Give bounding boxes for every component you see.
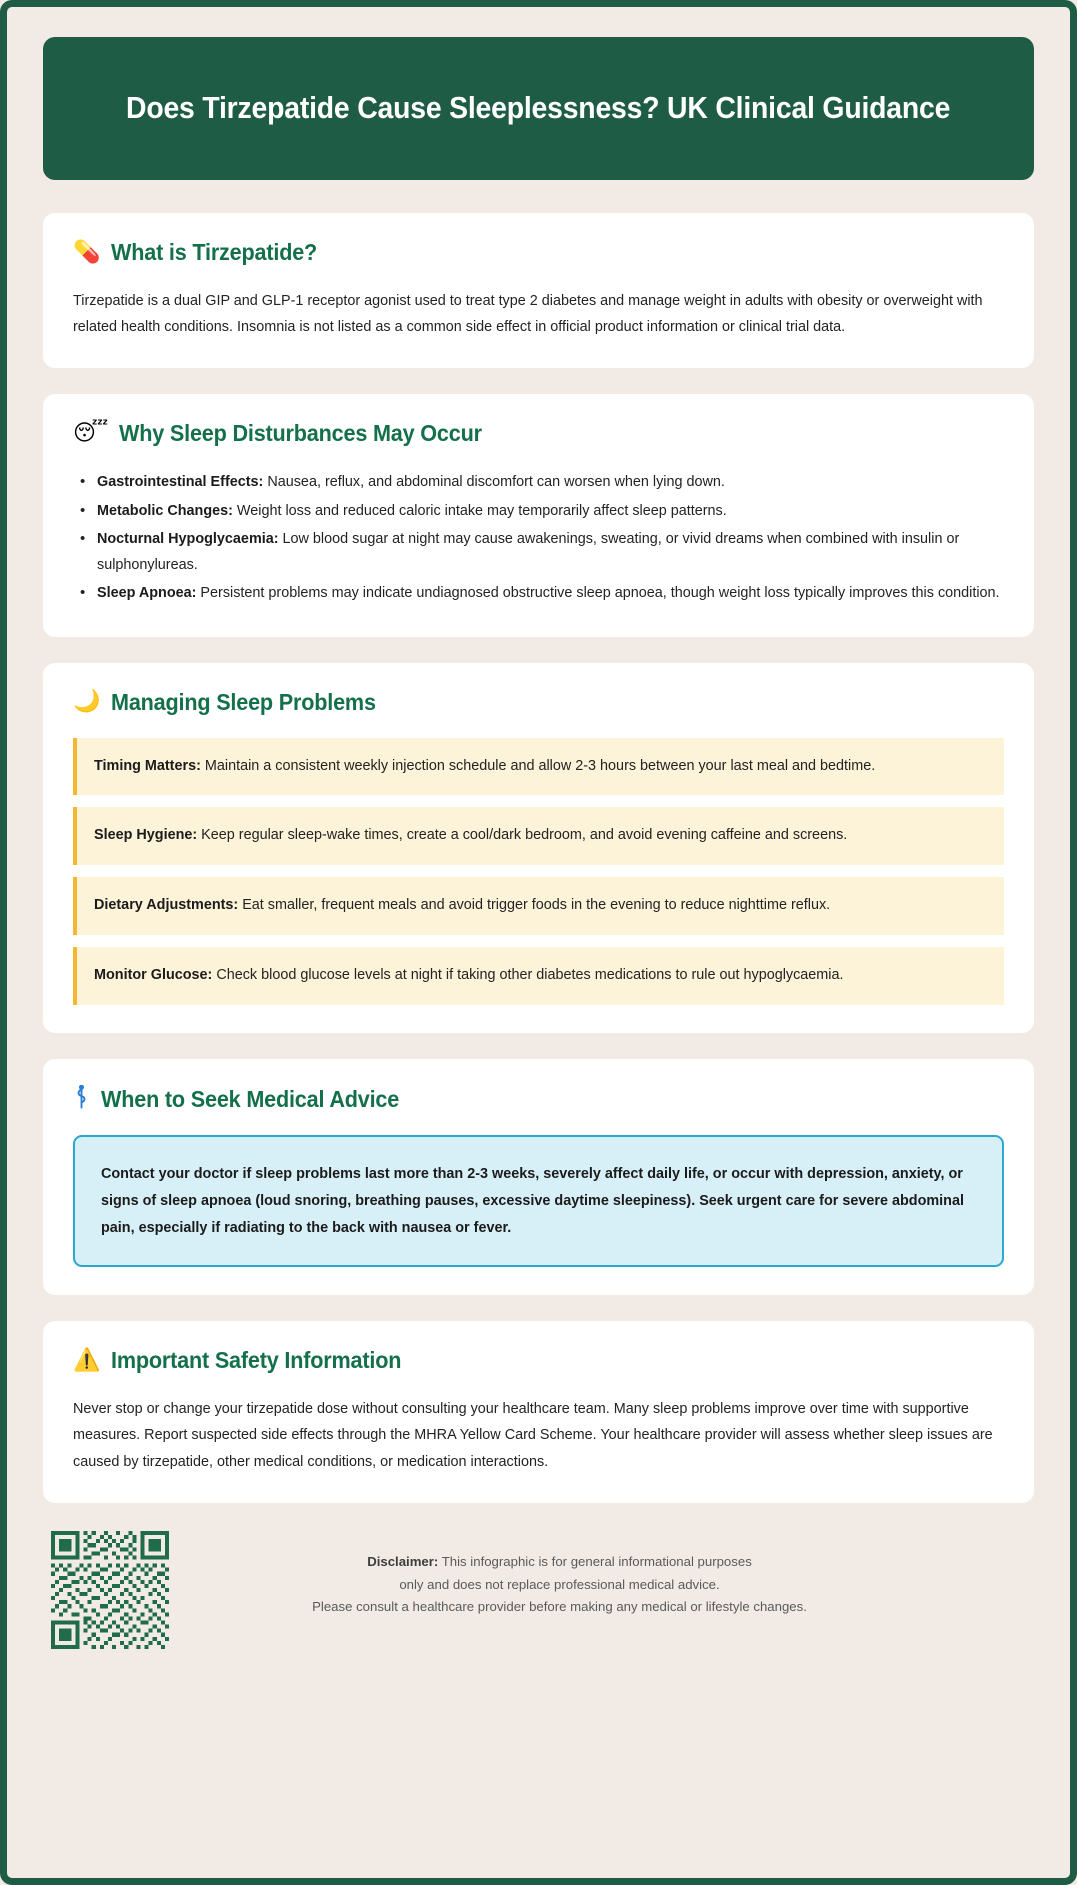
section-header [73,420,1004,447]
section-header [73,689,1004,716]
section-title-managing: Managing Sleep Problems [111,688,377,715]
card-what-is-tirzepatide [43,213,1034,368]
list-item-text: Persistent problems may indicate undiagnosed obstructive sleep apnoea, though weight loss typically improves this condition. [196,585,1000,602]
section-title-why-sleep: Why Sleep Disturbances May Occur [119,420,483,447]
section-header [73,1347,1004,1374]
tip-box [73,877,1004,935]
safety-body: Never stop or change your tirzepatide dose without consulting your healthcare team. Many sleep problems improve over time with supportive measures. Report suspected side effects through the MHRA Yellow Card Scheme. Your healthcare provider will assess whether sleep issues are caused by tirzepatide, other medical conditions, or medication interactions. [73,1401,993,1470]
tip-label: Dietary Adjustments: [94,897,239,914]
card-why-sleep-disturbances [43,394,1034,636]
list-item [73,498,1004,524]
section-header [73,1085,1004,1113]
crescent-moon-icon: 🌙 [73,689,101,715]
list-item [73,580,1004,606]
medical-staff-icon [73,1085,90,1113]
disclaimer-text [193,1531,1026,1619]
tip-text: Eat smaller, frequent meals and avoid trigger foods in the evening to reduce nighttime reflux. [238,897,831,914]
list-item-text: Low blood sugar at night may cause awakenings, sweating, or vivid dreams when combined with insulin or sulphonylureas. [97,530,960,574]
list-item-label: Gastrointestinal Effects: [97,474,264,491]
reasons-list [73,469,1004,606]
disclaimer-line-3: Please consult a healthcare provider before making any medical or lifestyle changes. [312,1599,807,1615]
disclaimer-label: Disclaimer: [367,1553,439,1569]
tip-box [73,947,1004,1005]
tip-box [73,807,1004,865]
disclaimer-line-1 [193,1551,926,1574]
list-item [73,526,1004,578]
sleeping-face-icon: 😴 [73,420,109,446]
footer [43,1517,1034,1649]
list-item-text: Nausea, reflux, and abdominal discomfort can worsen when lying down. [263,474,725,491]
disclaimer-line-2: only and does not replace professional medical advice. [399,1576,720,1592]
card-when-to-seek-advice [43,1059,1034,1295]
section-title-what-is: What is Tirzepatide? [111,239,318,265]
header-banner [43,37,1034,180]
warning-icon: ⚠️ [73,1347,101,1373]
list-item-label: Metabolic Changes: [97,502,233,519]
tip-text: Keep regular sleep-wake times, create a cool/dark bedroom, and avoid evening caffeine and screens. [197,827,848,844]
qr-code-icon [51,1531,169,1649]
medical-advice-alert: Contact your doctor if sleep problems last more than 2-3 weeks, severely affect daily life, or occur with depression, anxiety, or signs of sleep apnoea (loud snoring, breathing pauses, excessive daytime sleepiness). Seek urgent care for severe abdominal pain, especially if radiating to the back with nausea or fever. [73,1135,1004,1267]
what-is-body: Tirzepatide is a dual GIP and GLP-1 receptor agonist used to treat type 2 diabetes and manage weight in adults with obesity or overweight with related health conditions. Insomnia is not listed as a common side effect in official product information or clinical trial data. [73,293,983,336]
tip-label: Timing Matters: [94,757,201,774]
list-item-label: Nocturnal Hypoglycaemia: [97,530,279,547]
section-title-safety: Important Safety Information [111,1347,402,1374]
tip-text: Check blood glucose levels at night if taking other diabetes medications to rule out hypoglycaemia. [212,967,844,984]
tip-text: Maintain a consistent weekly injection schedule and allow 2-3 hours between your last meal and bedtime. [200,757,876,774]
page-title: Does Tirzepatide Cause Sleeplessness? UK Clinical Guidance [126,91,951,126]
section-header [73,239,1004,266]
list-item-text: Weight loss and reduced caloric intake may temporarily affect sleep patterns. [232,502,727,519]
section-title-seek-advice: When to Seek Medical Advice [101,1085,400,1112]
tip-box [73,738,1004,796]
tip-label: Monitor Glucose: [94,967,213,984]
pill-icon: 💊 [73,239,101,265]
card-safety-information [43,1321,1034,1503]
disclaimer-line-1-text: This infographic is for general informational purposes [438,1553,752,1569]
list-item-label: Sleep Apnoea: [97,585,197,602]
card-managing-sleep-problems [43,663,1034,1034]
tip-label: Sleep Hygiene: [94,827,198,844]
list-item [73,469,1004,495]
